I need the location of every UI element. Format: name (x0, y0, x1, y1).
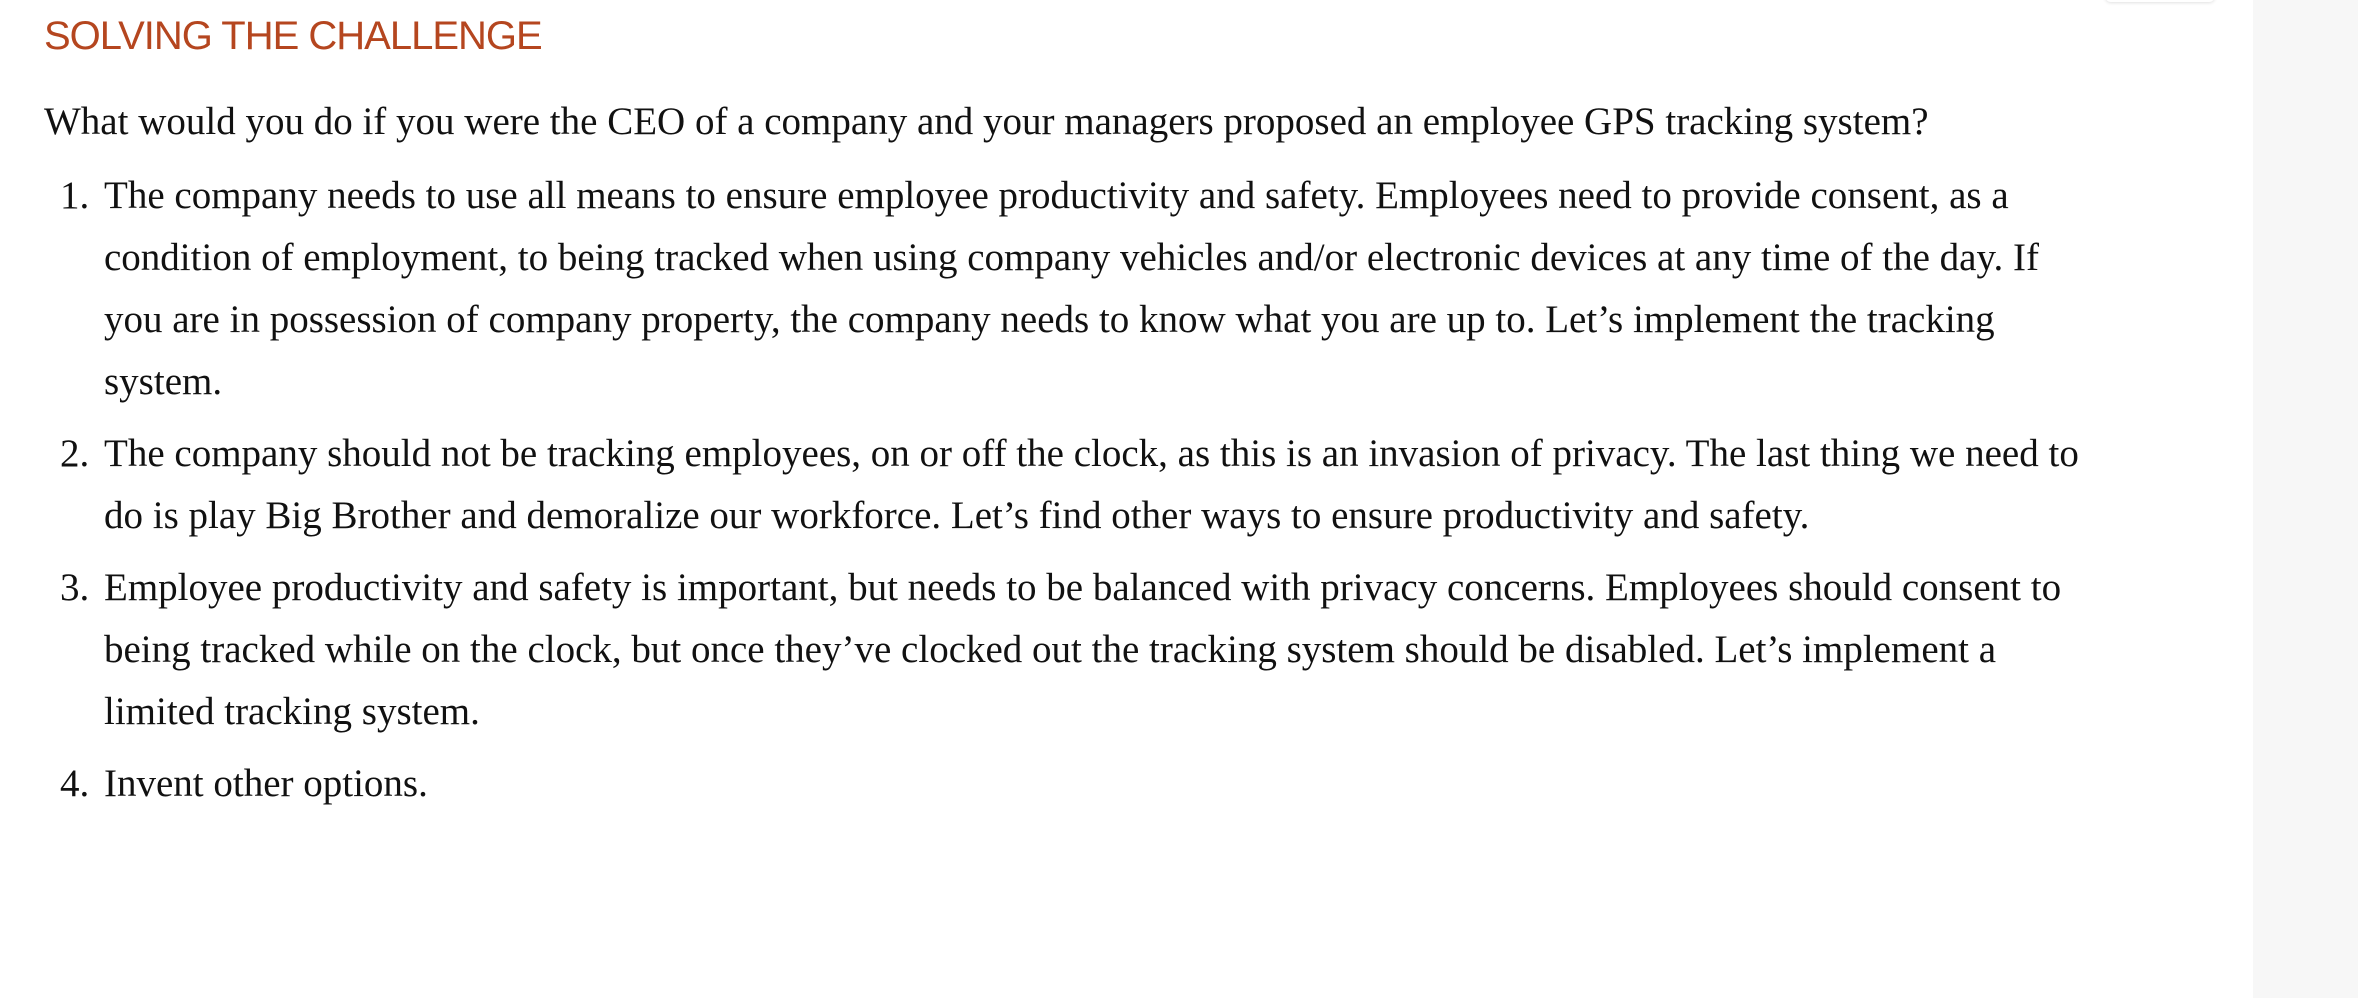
challenge-section (44, 0, 2084, 825)
option-number: 4. (60, 762, 90, 805)
options-list (44, 165, 2084, 815)
option-number: 3. (60, 566, 90, 609)
option-number: 1. (60, 174, 90, 217)
option-item (44, 423, 2084, 547)
option-item (44, 753, 2084, 815)
option-item (44, 557, 2084, 743)
section-heading: SOLVING THE CHALLENGE (44, 14, 542, 58)
option-text: Invent other options. (104, 762, 428, 805)
top-card-edge (2105, 0, 2215, 2)
option-item (44, 165, 2084, 413)
option-text: The company should not be tracking employees, on or off the clock, as this is an invasion of privacy. The last thing we need to do is play Big Brother and demoralize our workforce. Let’s find other ways to ensure productivity and safety. (104, 432, 2079, 537)
option-number: 2. (60, 432, 90, 475)
right-gutter (2253, 0, 2358, 998)
option-text: Employee productivity and safety is important, but needs to be balanced with privacy concerns. Employees should consent to being tracked while on the clock, but once they’ve clocked out the tracking system should be disabled. Let’s implement a limited tracking system. (104, 566, 2062, 733)
option-text: The company needs to use all means to ensure employee productivity and safety. Employees need to provide consent, as a condition of employment, to being tracked when using company vehicles and/or electronic devices at any time of the day. If you are in possession of company property, the company needs to know what you are up to. Let’s implement the tracking system. (104, 174, 2039, 403)
intro-question: What would you do if you were the CEO of a company and your managers proposed an employee GPS tracking system? (44, 100, 1929, 143)
